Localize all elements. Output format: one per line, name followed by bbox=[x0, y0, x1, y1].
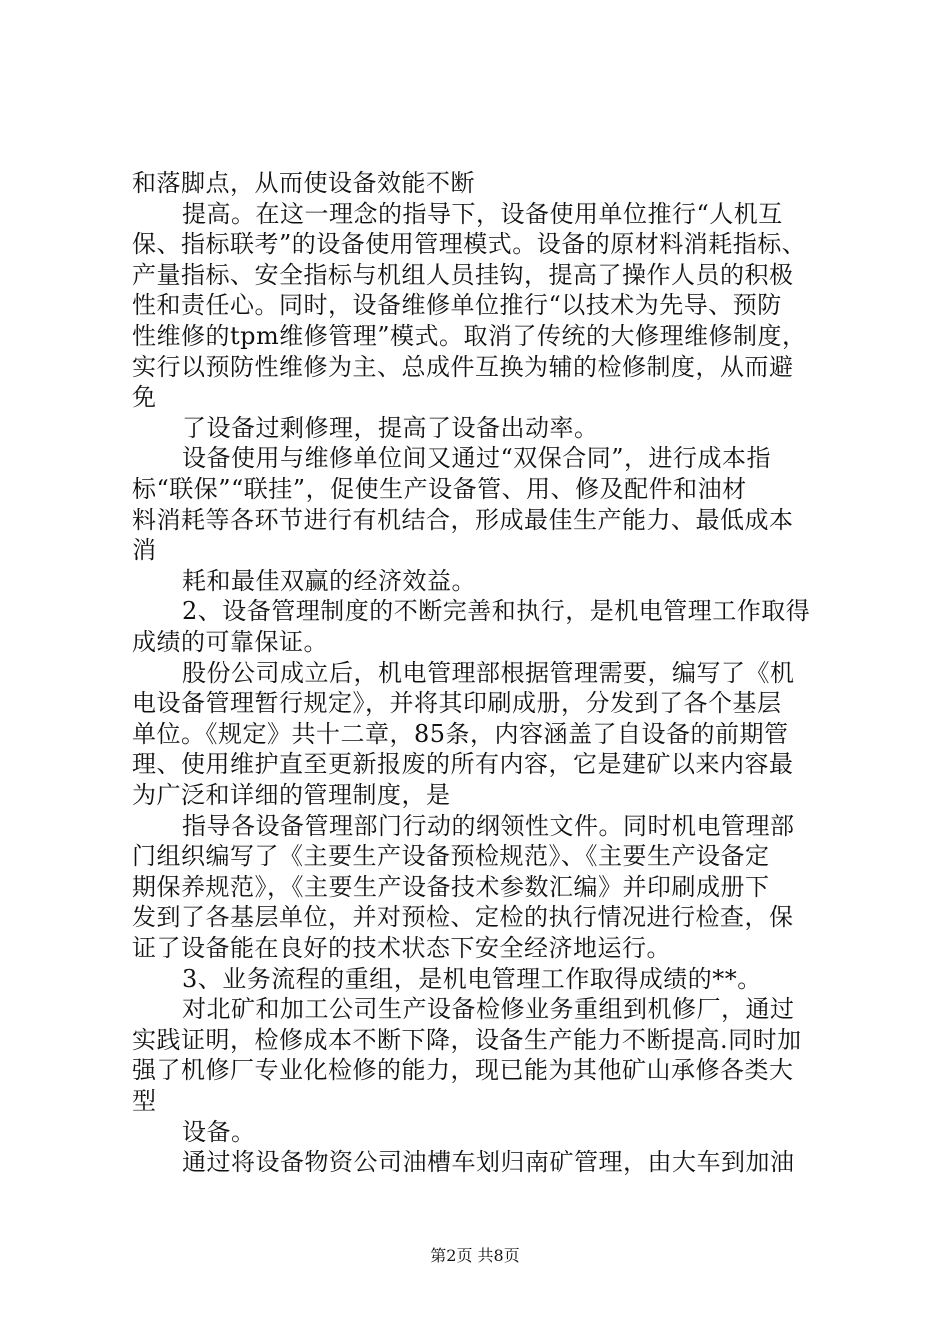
text-line: 消 bbox=[132, 536, 157, 564]
text-line: 性和责任心。同时，设备维修单位推行“以技术为先导、预防 bbox=[132, 291, 782, 319]
text-line: 产量指标、安全指标与机组人员挂钩，提高了操作人员的积极 bbox=[132, 261, 794, 289]
text-line: 通过将设备物资公司油槽车划归南矿管理，由大车到加油 bbox=[182, 1148, 795, 1176]
text-line: 设备使用与维修单位间又通过“双保合同”，进行成本指 bbox=[182, 444, 772, 472]
text-line: 了设备过剩修理，提高了设备出动率。 bbox=[182, 414, 599, 442]
text-line: 指导各设备管理部门行动的纲领性文件。同时机电管理部 bbox=[182, 812, 795, 840]
text-line: 料消耗等各环节进行有机结合，形成最佳生产能力、最低成本 bbox=[132, 506, 794, 534]
text-line: 2、设备管理制度的不断完善和执行，是机电管理工作取得 bbox=[182, 597, 811, 625]
text-line: 电设备管理暂行规定》，并将其印刷成册，分发到了各个基层 bbox=[132, 689, 782, 717]
text-line: 强了机修厂专业化检修的能力，现已能为其他矿山承修各类大 bbox=[132, 1056, 794, 1084]
text-line: 型 bbox=[132, 1087, 157, 1115]
text-line: 耗和最佳双赢的经济效益。 bbox=[182, 567, 476, 595]
text-line: 性维修的tpm维修管理”模式。取消了传统的大修理维修制度， bbox=[132, 322, 807, 350]
text-line: 对北矿和加工公司生产设备检修业务重组到机修厂，通过 bbox=[182, 995, 795, 1023]
text-line: 证了设备能在良好的技术状态下安全经济地运行。 bbox=[132, 934, 671, 962]
page-number-footer: 第2页 共8页 bbox=[430, 1246, 520, 1265]
text-line: 设备。 bbox=[182, 1118, 256, 1146]
text-line: 发到了各基层单位，并对预检、定检的执行情况进行检查，保 bbox=[132, 903, 794, 931]
text-line: 免 bbox=[132, 383, 157, 411]
text-line: 3、业务流程的重组，是机电管理工作取得成绩的**。 bbox=[182, 965, 762, 993]
text-line: 单位。《规定》共十二章，85条，内容涵盖了自设备的前期管 bbox=[132, 720, 789, 748]
text-line: 为广泛和详细的管理制度，是 bbox=[132, 781, 451, 809]
text-line: 标“联保”“联挂”，促使生产设备管、用、修及配件和油材 bbox=[132, 475, 747, 503]
text-line: 实行以预防性维修为主、总成件互换为辅的检修制度，从而避 bbox=[132, 353, 794, 381]
text-line: 成绩的可靠保证。 bbox=[132, 628, 328, 656]
text-line: 和落脚点，从而使设备效能不断 bbox=[132, 169, 475, 197]
text-line: 股份公司成立后，机电管理部根据管理需要，编写了《机 bbox=[182, 659, 795, 687]
text-line: 提高。在这一理念的指导下，设备使用单位推行“人机互 bbox=[182, 200, 783, 228]
text-line: 门组织编写了《主要生产设备预检规范》、《主要生产设备定 bbox=[132, 842, 770, 870]
text-line: 保、指标联考”的设备使用管理模式。设备的原材料消耗指标、 bbox=[132, 230, 807, 258]
text-line: 实践证明，检修成本不断下降，设备生产能力不断提高.同时加 bbox=[132, 1026, 802, 1054]
text-line: 期保养规范》，《主要生产设备技术参数汇编》并印刷成册下 bbox=[132, 873, 770, 901]
text-line: 理、使用维护直至更新报废的所有内容，它是建矿以来内容最 bbox=[132, 750, 794, 778]
